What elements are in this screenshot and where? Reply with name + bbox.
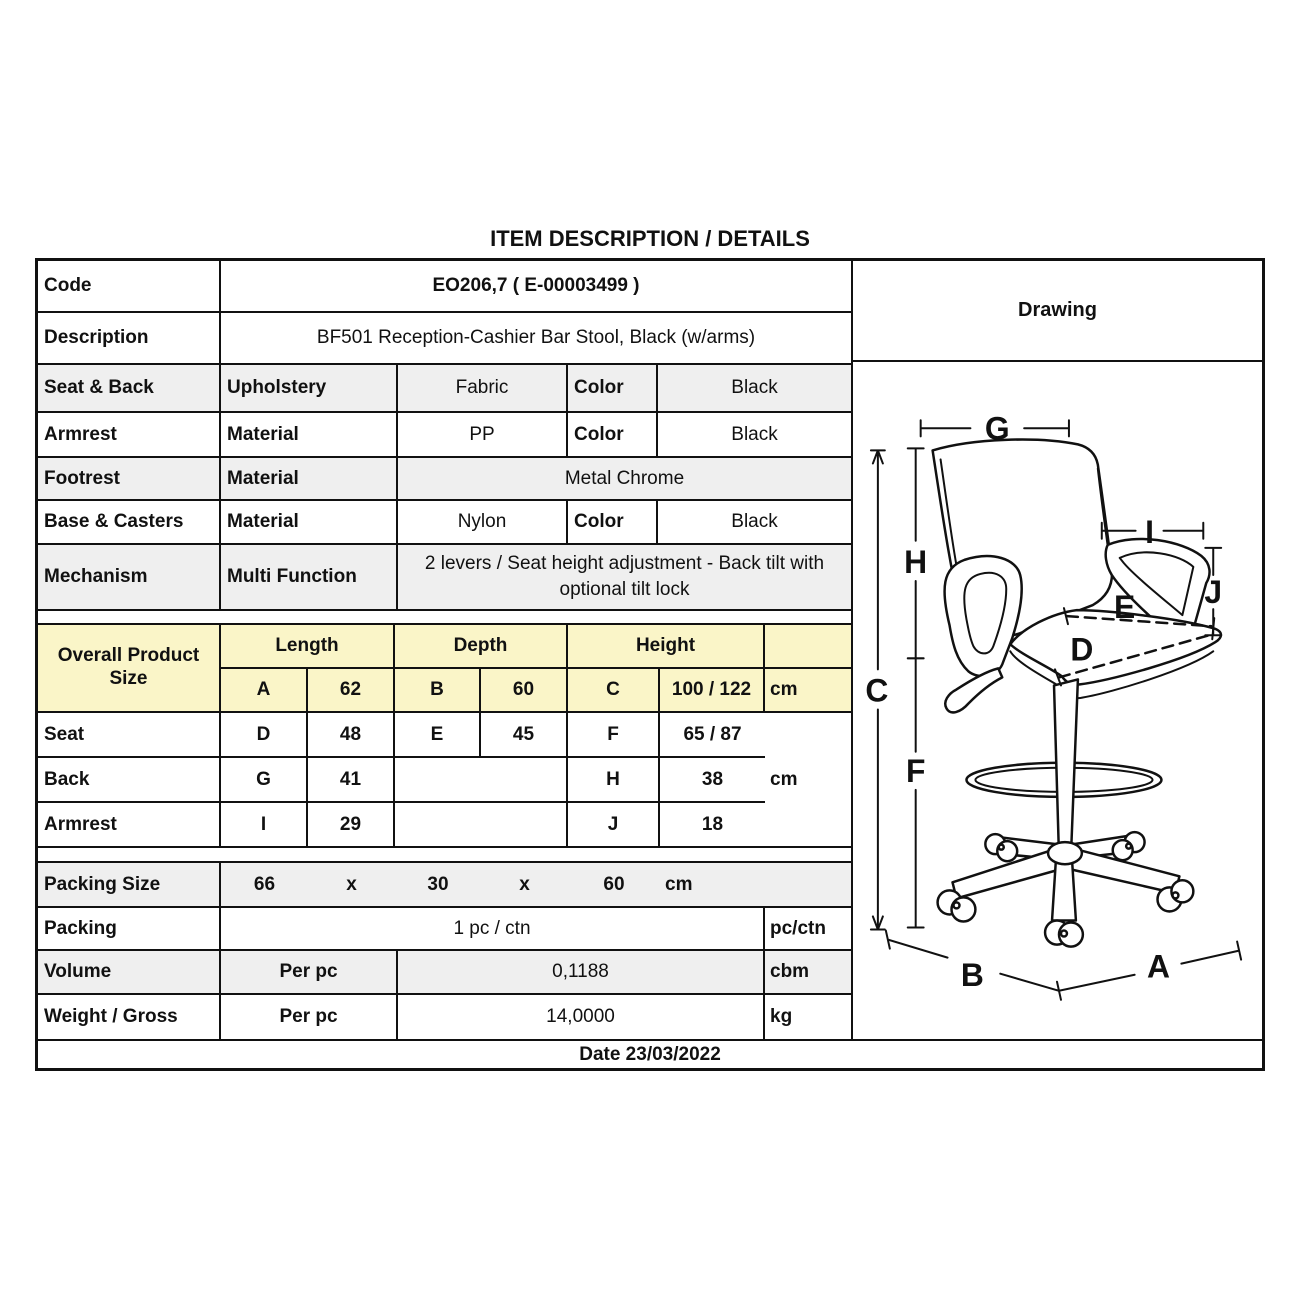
seat-back-color-value: Black (731, 377, 778, 398)
dimension-rows-group (38, 713, 851, 848)
table-row-packing (38, 908, 851, 951)
size-overall-row (221, 669, 851, 711)
page-title: ITEM DESCRIPTION / DETAILS (490, 226, 810, 251)
dim-label-A: A (1147, 948, 1171, 985)
spacer-cell (38, 848, 851, 861)
base-casters-label: Base & Casters (38, 501, 221, 543)
mechanism-value: 2 levers / Seat height adjustment - Back tilt with optional tilt lock (424, 553, 825, 600)
weight-qty: Per pc (221, 995, 398, 1039)
dim-label-B: B (960, 956, 984, 993)
table-row-base-casters (38, 501, 851, 545)
armrest-val-i: 29 (308, 803, 395, 846)
weight-value: 14,0000 (398, 995, 765, 1039)
volume-label: Volume (38, 951, 221, 993)
dim-label-H: H (904, 543, 928, 580)
table-row-code (38, 261, 851, 313)
overall-key-b: B (395, 669, 481, 711)
back-val-g: 41 (308, 758, 395, 801)
seat-back-attr: Upholstery (221, 365, 398, 411)
armrest-color-label: Color (568, 413, 658, 456)
dim-label-D: D (1070, 631, 1094, 668)
armrest-material: PP (398, 413, 568, 456)
overall-val-b: 60 (481, 669, 568, 711)
overall-key-c: C (568, 669, 660, 711)
seat-dims-label: Seat (38, 713, 221, 756)
table-row-description (38, 313, 851, 365)
base-casters-material: Nylon (398, 501, 568, 543)
packing-size-x2: x (519, 873, 530, 895)
armrest-attr: Material (221, 413, 398, 456)
drawing-header: Drawing (853, 261, 1262, 362)
seat-key-f: F (568, 713, 660, 756)
packing-size-length: 66 (253, 873, 276, 895)
base-casters-color-value: Black (731, 511, 778, 532)
dim-label-E: E (1114, 589, 1136, 626)
table-row-mechanism (38, 545, 851, 611)
seat-val-d: 48 (308, 713, 395, 756)
size-section-header (38, 625, 851, 713)
description-label: Description (38, 313, 221, 363)
back-dims-label: Back (38, 758, 221, 801)
packing-size-unit: cm (665, 873, 693, 895)
armrest-key-i: I (221, 803, 308, 846)
size-section-label (38, 625, 221, 711)
overall-unit: cm (770, 679, 798, 700)
table-row-footrest (38, 458, 851, 501)
size-header-row (221, 625, 851, 669)
dim-label-J: J (1204, 573, 1223, 611)
volume-unit: cbm (770, 961, 810, 982)
packing-unit: pc/ctn (770, 917, 826, 939)
packing-size-height: 60 (603, 873, 625, 895)
code-value: EO206,7 ( E-00003499 ) (432, 275, 640, 296)
drawing-column (853, 261, 1262, 1039)
dimension-rows (38, 713, 765, 846)
table-row-weight (38, 995, 851, 1039)
armrest-key-j: J (568, 803, 660, 846)
size-section-columns (221, 625, 851, 711)
base-casters-attr: Material (221, 501, 398, 543)
weight-unit: kg (770, 1006, 793, 1027)
back-key-g: G (221, 758, 308, 801)
packing-size-depth: 30 (427, 873, 449, 895)
volume-value: 0,1188 (398, 951, 765, 993)
table-row-seat-dims (38, 713, 765, 758)
spec-sheet-table (35, 258, 1265, 1071)
overall-val-a: 62 (308, 669, 395, 711)
dimensions-unit: cm (770, 768, 798, 790)
header-unit-empty (765, 625, 851, 667)
table-row-volume (38, 951, 851, 995)
overall-val-c: 100 / 122 (660, 669, 765, 711)
dim-label-C: C (865, 672, 889, 709)
dim-label-I: I (1145, 513, 1154, 550)
spec-left-table (38, 261, 853, 1039)
dim-label-G: G (984, 410, 1010, 447)
spacer-row (38, 848, 851, 863)
code-label: Code (38, 261, 221, 311)
chair-outline (933, 440, 1221, 947)
date-value: Date 23/03/2022 (579, 1043, 721, 1065)
dim-label-F: F (905, 752, 926, 789)
seat-val-f: 65 / 87 (683, 723, 742, 745)
seat-back-color-label: Color (568, 365, 658, 411)
back-key-h: H (568, 758, 660, 801)
size-section-label-line2: Size (109, 668, 148, 689)
spacer-cell (38, 611, 851, 623)
spacer-row (38, 611, 851, 625)
product-drawing (853, 362, 1262, 1039)
weight-label: Weight / Gross (38, 995, 221, 1039)
footrest-material: Metal Chrome (564, 467, 685, 489)
packing-size-values (221, 863, 851, 906)
table-row-seat-back (38, 365, 851, 413)
footrest-attr: Material (221, 458, 398, 499)
mechanism-label: Mechanism (38, 545, 221, 609)
base-casters-color-label: Color (568, 501, 658, 543)
seat-key-e: E (395, 713, 481, 756)
table-row-packing-size (38, 863, 851, 908)
header-depth: Depth (395, 625, 568, 667)
armrest-depth-empty (395, 803, 568, 846)
packing-label: Packing (38, 908, 221, 949)
armrest-label: Armrest (38, 413, 221, 456)
header-length: Length (221, 625, 395, 667)
caster-front (1045, 920, 1083, 946)
table-row-back-dims (38, 758, 765, 803)
seat-val-e: 45 (481, 713, 568, 756)
armrest-color-value: Black (731, 423, 778, 445)
overall-key-a: A (221, 669, 308, 711)
table-row-armrest-dims (38, 803, 765, 846)
packing-value: 1 pc / ctn (221, 908, 765, 949)
description-value: BF501 Reception-Cashier Bar Stool, Black (w/arms) (316, 327, 756, 348)
armrest-val-j: 18 (701, 813, 724, 835)
back-depth-empty (395, 758, 568, 801)
drawing-body (853, 362, 1262, 1039)
size-section-label-line1: Overall Product (57, 645, 200, 667)
footrest-label: Footrest (38, 458, 221, 499)
packing-size-x1: x (346, 873, 357, 895)
date-row (38, 1039, 1262, 1068)
header-height: Height (568, 625, 765, 667)
sheet-body (38, 261, 1262, 1039)
mechanism-attr: Multi Function (221, 545, 398, 609)
seat-back-label: Seat & Back (38, 365, 221, 411)
packing-size-label: Packing Size (38, 863, 221, 906)
seat-key-d: D (221, 713, 308, 756)
volume-qty: Per pc (221, 951, 398, 993)
back-val-h: 38 (701, 768, 724, 790)
seat-back-material: Fabric (398, 365, 568, 411)
table-row-armrest (38, 413, 851, 458)
armrest-dims-label: Armrest (38, 803, 221, 846)
